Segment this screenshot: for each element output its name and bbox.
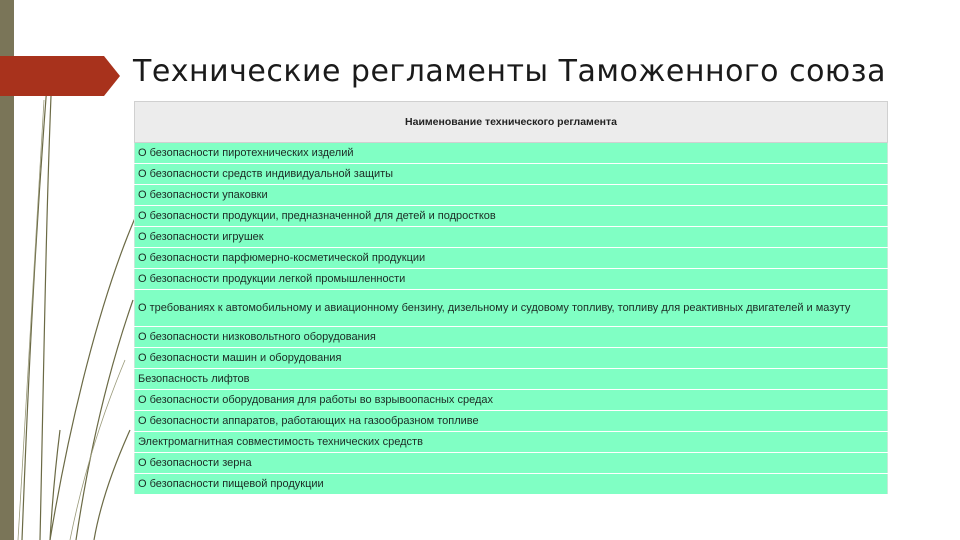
table-cell: О безопасности машин и оборудования <box>135 348 888 369</box>
table-cell: О безопасности пищевой продукции <box>135 474 888 495</box>
table-row <box>135 164 888 185</box>
table-cell: О безопасности упаковки <box>135 185 888 206</box>
slide-title: Технические регламенты Таможенного союза <box>133 54 887 89</box>
table-row <box>135 432 888 453</box>
column-header: Наименование технического регламента <box>135 102 888 143</box>
table-row <box>135 269 888 290</box>
table-row <box>135 453 888 474</box>
regulations-table <box>134 101 888 495</box>
title-marker-shape <box>0 56 120 96</box>
table-cell: О требованиях к автомобильному и авиационному бензину, дизельному и судовому топливу, топливу для реактивных двигателей и мазуту <box>135 290 888 327</box>
table-row <box>135 327 888 348</box>
table-cell: О безопасности продукции, предназначенной для детей и подростков <box>135 206 888 227</box>
table-cell: О безопасности аппаратов, работающих на газообразном топливе <box>135 411 888 432</box>
table-row <box>135 143 888 164</box>
table-row <box>135 474 888 495</box>
table-cell: О безопасности средств индивидуальной защиты <box>135 164 888 185</box>
table-cell: О безопасности оборудования для работы во взрывоопасных средах <box>135 390 888 411</box>
table-row <box>135 369 888 390</box>
table-row <box>135 227 888 248</box>
table-cell: О безопасности игрушек <box>135 227 888 248</box>
table-row <box>135 248 888 269</box>
table-cell: О безопасности парфюмерно-косметической продукции <box>135 248 888 269</box>
table-row <box>135 411 888 432</box>
table-cell: О безопасности зерна <box>135 453 888 474</box>
table-row <box>135 185 888 206</box>
table-row <box>135 290 888 327</box>
table-cell: О безопасности пиротехнических изделий <box>135 143 888 164</box>
table-cell: Электромагнитная совместимость технических средств <box>135 432 888 453</box>
table-cell: О безопасности продукции легкой промышленности <box>135 269 888 290</box>
table-cell: О безопасности низковольтного оборудования <box>135 327 888 348</box>
table-cell: Безопасность лифтов <box>135 369 888 390</box>
table-header-row <box>135 102 888 143</box>
table-row <box>135 348 888 369</box>
table-row <box>135 206 888 227</box>
table-row <box>135 390 888 411</box>
